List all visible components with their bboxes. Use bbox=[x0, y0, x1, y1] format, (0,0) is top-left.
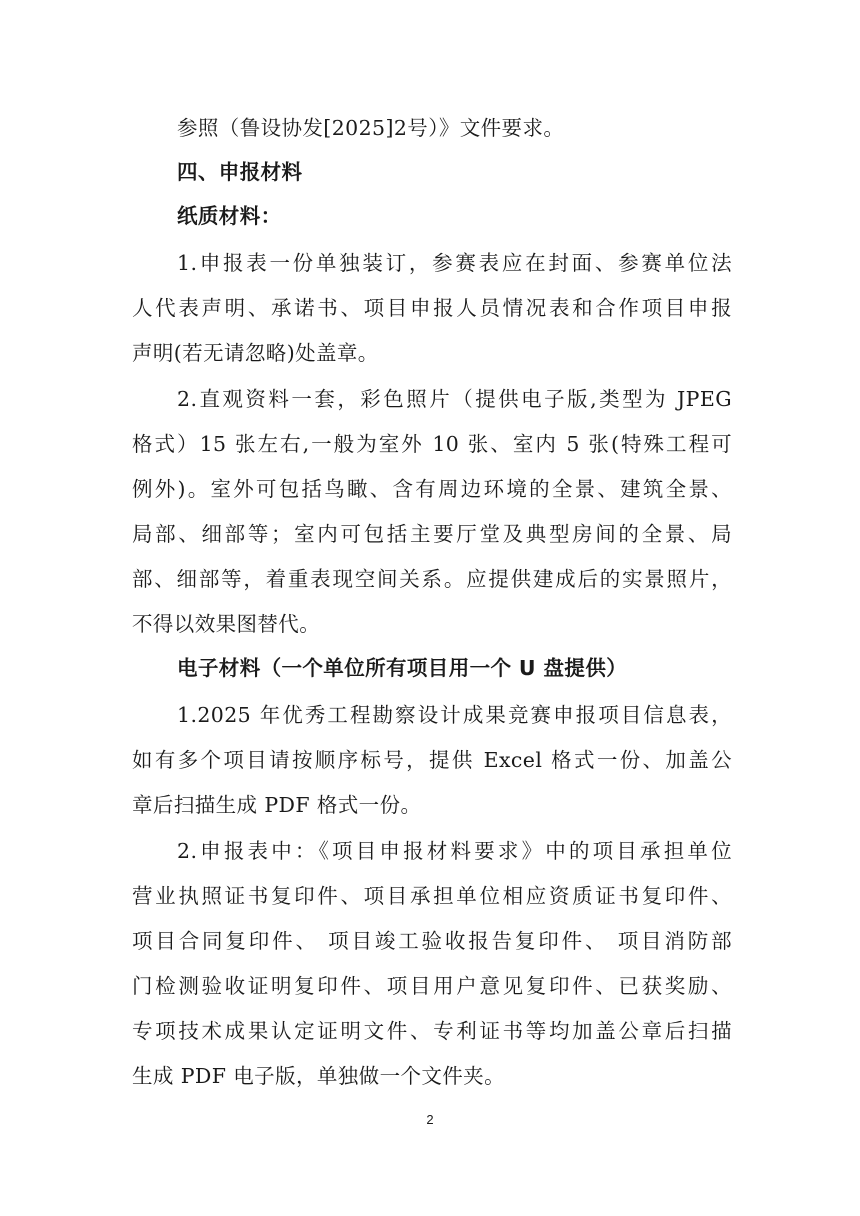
paragraph-line: 不得以效果图替代。 bbox=[132, 612, 321, 636]
section-heading: 四、申报材料 bbox=[177, 160, 303, 184]
paper-materials-title: 纸质材料： bbox=[177, 204, 282, 228]
paragraph-line: 部、细部等，着重表现空间关系。应提供建成后的实景照片， bbox=[132, 567, 732, 591]
paragraph-line: 局部、细部等；室内可包括主要厅堂及典型房间的全景、局 bbox=[132, 522, 732, 546]
paragraph-line: 参照（鲁设协发[2025]2号）》文件要求。 bbox=[177, 116, 565, 140]
paragraph-line: 2.直观资料一套，彩色照片（提供电子版,类型为 JPEG bbox=[177, 387, 732, 411]
paragraph-line: 专项技术成果认定证明文件、专利证书等均加盖公章后扫描 bbox=[132, 1019, 732, 1043]
paragraph-line: 项目合同复印件、 项目竣工验收报告复印件、 项目消防部 bbox=[132, 929, 732, 953]
paragraph-line: 例外)。室外可包括鸟瞰、含有周边环境的全景、建筑全景、 bbox=[132, 477, 732, 501]
paragraph-line: 生成 PDF 电子版，单独做一个文件夹。 bbox=[132, 1064, 505, 1088]
paragraph-line: 人代表声明、承诺书、项目申报人员情况表和合作项目申报 bbox=[132, 296, 732, 320]
paragraph-line: 2.申报表中：《项目申报材料要求》中的项目承担单位 bbox=[177, 839, 732, 863]
paragraph-line: 声明(若无请忽略)处盖章。 bbox=[132, 341, 379, 365]
electronic-materials-title: 电子材料（一个单位所有项目用一个 U 盘提供） bbox=[177, 656, 628, 680]
paragraph-line: 如有多个项目请按顺序标号，提供 Excel 格式一份、加盖公 bbox=[132, 748, 732, 772]
paragraph-line: 门检测验收证明复印件、项目用户意见复印件、已获奖励、 bbox=[132, 974, 732, 998]
page-number: 2 bbox=[426, 1112, 434, 1127]
paragraph-line: 格式）15 张左右,一般为室外 10 张、室内 5 张(特殊工程可 bbox=[132, 432, 732, 456]
paragraph-line: 1.2025 年优秀工程勘察设计成果竞赛申报项目信息表， bbox=[177, 703, 732, 727]
paragraph-line: 章后扫描生成 PDF 格式一份。 bbox=[132, 793, 422, 817]
paragraph-line: 1.申报表一份单独装订，参赛表应在封面、参赛单位法 bbox=[177, 251, 732, 275]
paragraph-line: 营业执照证书复印件、项目承担单位相应资质证书复印件、 bbox=[132, 884, 732, 908]
